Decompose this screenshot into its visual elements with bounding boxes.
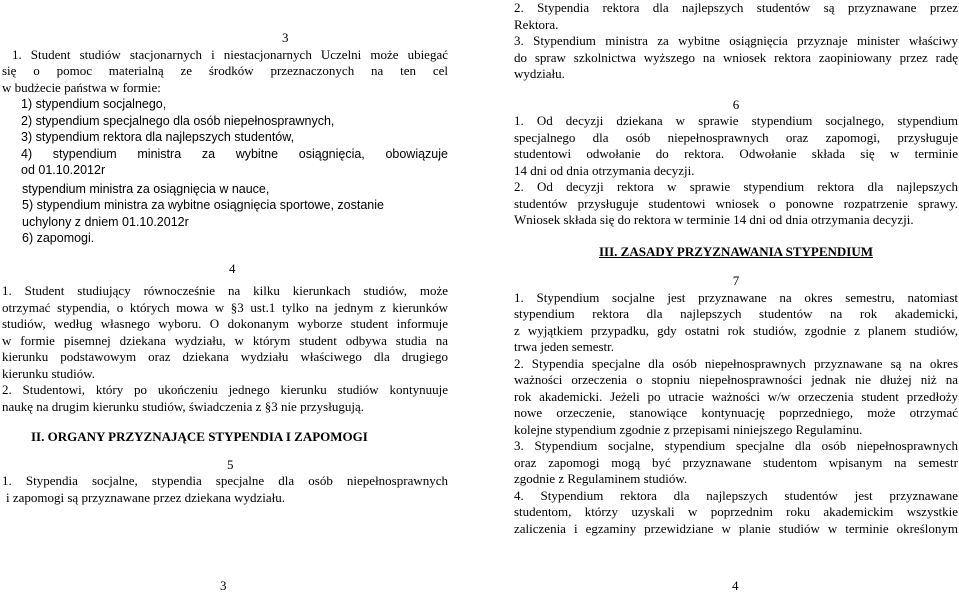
paragraph-line: wydziału. (514, 66, 565, 81)
paragraph-line: stypendium rektora dla najlepszych studentów na rok akademicki, (514, 306, 958, 321)
paragraph-line: 1. Stypendium socjalne jest przyznawane na okres semestru, natomiast (514, 289, 958, 305)
paragraph-line: 2. Stypendia specjalne dla osób niepełnosprawnych przyznawane są na okres (514, 355, 958, 371)
paragraph-line: 1. Od decyzji dziekana w sprawie stypendium socjalnego, stypendium (514, 113, 958, 128)
paragraph-line: kierunku podstawowym oraz dziekana wydziału właściwego dla drugiego (2, 349, 448, 364)
right-column (514, 0, 958, 537)
paragraph-line: Wniosek składa się do rektora w terminie 14 dni od dnia otrzymania decyzji. (514, 212, 914, 227)
paragraph-line: 1. Student studiów stacjonarnych i niestacjonarnych Uczelni może ubiegać (12, 46, 448, 62)
paragraph-line: specjalnego dla osób niepełnosprawnych oraz zapomogi, przysługuje (514, 129, 958, 145)
paragraph-line: zaliczenia i egzaminy przewidziane w planie studiów w terminie określonym (514, 520, 958, 536)
paragraph-line: 1. Stypendia socjalne, stypendia specjalne dla osób niepełnosprawnych (2, 473, 448, 488)
paragraph-line: 3. Stypendium ministra za wybitne osiągnięcia przyznaje minister właściwy (514, 33, 958, 48)
paragraph-line: kierunku studiów. (2, 365, 96, 381)
paragraph-line: i zapomogi są przyznawane przez dziekana wydziału. (6, 489, 286, 505)
paragraph-line: kolejne stypendium zgodnie z przepisami niniejszego Regulaminu. (514, 421, 863, 437)
list-item: stypendium ministra za osiągnięcia w nauce, (22, 181, 270, 196)
paragraph-line: 1. Student studiujący równocześnie na kilku kierunkach studiów, może (2, 283, 448, 298)
paragraph-line: do spraw szkolnictwa wyższego na wniosek rektora zaopiniowany przez radę (514, 49, 958, 65)
paragraph-line: Rektora. (514, 16, 559, 32)
list-item: 2) stypendium specjalnego dla osób niepełnosprawnych, (21, 113, 335, 128)
paragraph-line: trwa jeden semestr. (514, 339, 614, 354)
paragraph-line: oraz zapomogi mogą być przyznawane studentom wpisanym na semestr (514, 454, 958, 470)
paragraph-line: studentowi odwołanie do rektora. Odwołanie składa się w terminie (514, 146, 958, 161)
paragraph-line: naukę na drugim kierunku studiów, świadczenia z §3 nie przysługują. (2, 398, 364, 414)
paragraph-line: w formie pisemnej dziekana wydziału, w którym student odbywa studia na (2, 332, 448, 348)
list-item: 5) stypendium ministra za wybitne osiągnięcia sportowe, zostanie (22, 198, 384, 212)
list-item: uchylony z dniem 01.10.2012r (22, 214, 189, 229)
page-number-left: 3 (220, 578, 227, 593)
section-6-number: 6 (732, 96, 740, 112)
list-item: od 01.10.2012r (21, 163, 106, 177)
page-right (470, 0, 959, 592)
left-column (2, 30, 448, 506)
paragraph-line: nowe orzeczenie, stanowiące kontynuację poprzedniego, może otrzymać (514, 405, 958, 420)
section-3-number: 3 (282, 30, 289, 45)
paragraph-line: studentów przysługuje studentowi wniosek o ponowne rozpatrzenie sprawy. (514, 195, 958, 211)
section-7-number: 7 (732, 273, 740, 288)
paragraph-line: studentom, którzy uzyskali w poprzednim roku akademickim wszystkie (514, 504, 958, 519)
paragraph-line: się o pomoc materialną ze środków przeznaczonych na ten cel (2, 63, 448, 78)
paragraph-line: 2. Studentowi, który po ukończeniu jednego kierunku studiów kontynuuje (2, 382, 448, 397)
paragraph-line: w budżecie państwa w formie: (2, 79, 161, 95)
list-item: 4) stypendium ministra za wybitne osiągnięcia, obowiązuje (21, 146, 448, 161)
paragraph-line: 2. Stypendia rektora dla najlepszych studentów są przyznawane przez (514, 0, 958, 15)
paragraph-line: 2. Od decyzji rektora w sprawie stypendium rektora dla najlepszych (514, 179, 958, 194)
paragraph-line: ważności orzeczenia o stopniu niepełnosprawności jednak nie dłużej niż na (514, 372, 958, 387)
paragraph-line: 14 dni od dnia otrzymania decyzji. (514, 162, 695, 178)
paragraph-line: studiów, według własnego wyboru. O dokonanym wyborze student informuje (2, 316, 448, 331)
paragraph-line: 3. Stypendium socjalne, stypendium specjalne dla osób niepełnosprawnych (514, 438, 958, 453)
paragraph-line: 4. Stypendium rektora dla najlepszych studentów jest przyznawane (514, 487, 958, 503)
page-left (0, 0, 470, 592)
heading-II: II. ORGANY PRZYZNAJĄCE STYPENDIA I ZAPOMOGI (31, 429, 368, 444)
paragraph-line: rok akademicki. Jeżeli po utracie ważności w/w orzeczenia student przedłoży (514, 388, 958, 404)
list-item: 3) stypendium rektora dla najlepszych studentów, (21, 130, 295, 144)
list-item: 1) stypendium socjalnego, (21, 97, 167, 111)
section-5-number: 5 (227, 456, 234, 472)
page-number-right: 4 (732, 578, 739, 593)
paragraph-line: otrzymać stypendia, o których mowa w §3 ust.1 tylko na jednym z kierunków (2, 299, 448, 315)
heading-III: III. ZASADY PRZYZNAWANIA STYPENDIUM (598, 243, 873, 259)
paragraph-line: z wyjątkiem przypadku, gdy ostatni rok studiów, zgodnie z planem studiów, (514, 322, 958, 338)
paragraph-line: zgodnie z Regulaminem studiów. (514, 471, 688, 486)
section-4-number: 4 (229, 260, 236, 276)
list-item: 6) zapomogi. (22, 231, 95, 245)
